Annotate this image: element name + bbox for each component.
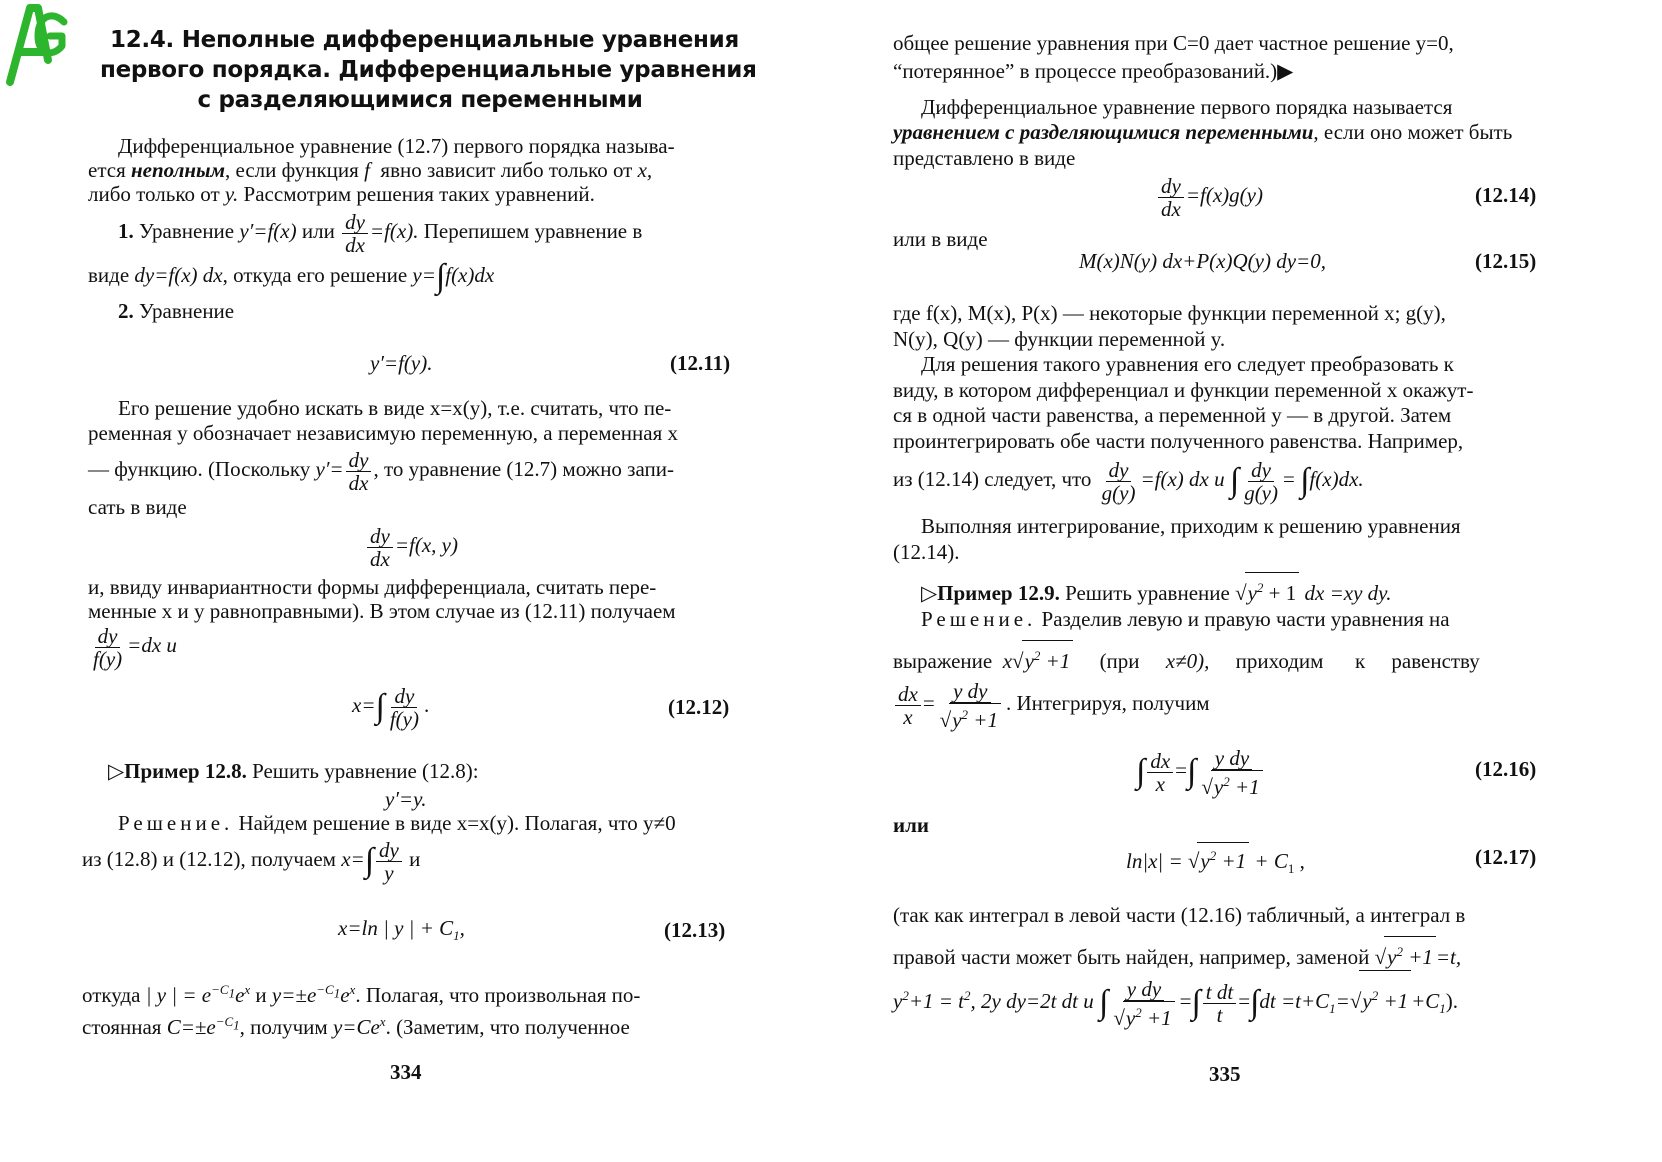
solution-line: $\frac{dx}{x}$ = $\frac{\text{y dy}}{√y^2 +1}$ . Интегрируя, получим: [893, 678, 1210, 731]
equation-label-12-17: (12.17): [1475, 845, 1537, 869]
paragraph-line: (так как интеграл в левой части (12.16) табличный, а интеграл в: [893, 903, 1466, 927]
paragraph-line: где f(x), M(x), P(x) — некоторые функции переменной x; g(y),: [893, 301, 1446, 325]
paragraph-line: или в виде: [893, 227, 988, 251]
item-2: 2. Уравнение: [118, 299, 235, 323]
equation-12-17: $\ln|x| = √y^2 +1 + C_1$ ,: [1126, 842, 1305, 882]
paragraph-line: правой части может быть найден, например, заменой $√y^2 +1 =t$,: [893, 936, 1461, 972]
right-page: [831, 0, 1662, 1162]
paragraph-line: общее решение уравнения при C=0 дает частное решение y=0,: [893, 31, 1454, 55]
equation-12-14: $\frac{dy}{dx}$ =f(x)g(y): [1156, 172, 1263, 220]
solution-line: из (12.8) и (12.12), получаем x=∫ $\frac{dy}{y}$ и: [82, 837, 421, 885]
paragraph-line: Для решения такого уравнения его следует преобразовать к: [921, 352, 1454, 376]
paragraph-line: из (12.14) следует, что $\frac{dy}{g(y)}$ =f(x) dx и ∫ $\frac{dy}{g(y)}$ = ∫f(x)dx.: [893, 457, 1364, 505]
equation-label-12-16: (12.16): [1475, 757, 1537, 781]
paragraph-line: — функцию. (Поскольку y′= $\frac{dy}{dx}$ , то уравнение (12.7) можно запи-: [88, 447, 674, 495]
section-title-line-2: первого порядка. Дифференциальные уравнения: [100, 57, 757, 83]
solution-line: Решение. Разделив левую и правую части уравнения на: [921, 607, 1450, 631]
section-title-line-3: с разделяющимися переменными: [197, 87, 643, 113]
example-12-8: ▷Пример 12.8. Решить уравнение (12.8):: [108, 759, 479, 783]
page-number-right: 335: [1209, 1062, 1241, 1086]
equation-12-13: x=ln | y | + $C_1$,: [338, 916, 465, 944]
equation-label-12-13: (12.13): [664, 918, 726, 942]
paragraph-line: стоянная $C=\pm e^{-C_1}$, получим $y=Ce^x$. (Заметим, что полученное: [82, 1014, 630, 1039]
equation-label-12-12: (12.12): [668, 695, 730, 719]
paragraph-line: ременная y обозначает независимую переменную, а переменная x: [88, 421, 679, 445]
equation-12-12: x=∫ $\frac{dy}{f(y)}$ .: [352, 683, 430, 731]
paragraph-line: или: [893, 813, 929, 837]
item-1-line-2: виде dy=f(x) dx, откуда его решение y=∫f(x)dx: [88, 258, 495, 296]
paragraph-line: виду, в котором дифференциал и функции переменной x окажут-: [893, 378, 1474, 402]
paragraph-line: ся в одной части равенства, а переменной y — в другой. Затем: [893, 403, 1452, 427]
paragraph-line: (12.14).: [893, 540, 960, 564]
equation-label-12-15: (12.15): [1475, 249, 1537, 273]
paragraph-line: Выполняя интегрирование, приходим к решению уравнения: [921, 514, 1461, 538]
equation-label-12-14: (12.14): [1475, 183, 1537, 207]
paragraph-line: либо только от y. Рассмотрим решения таких уравнений.: [88, 182, 595, 206]
paragraph-line: менные x и y равноправными). В этом случае из (12.11) получаем: [88, 599, 676, 623]
paragraph-line: Дифференциальное уравнение первого порядка называется: [921, 95, 1453, 119]
example-12-8-equation: y′=y.: [385, 787, 427, 811]
paragraph-line: Дифференциальное уравнение (12.7) первого порядка называ-: [118, 134, 675, 158]
paragraph-line: Его решение удобно искать в виде x=x(y), т.е. считать, что пе-: [118, 396, 672, 420]
paragraph-line: $y^2+1 = t^2$, 2y dy=2t dt и ∫ $\frac{\text{y dy}}{√y^2 +1}$ =∫ $\frac{\text{t dt}}{t}$ $=\int dt =t+C_1=√y^2 +1 +C_1$).: [893, 970, 1458, 1034]
equation-label-12-11: (12.11): [670, 351, 731, 375]
solution-line: выражение $x√y^2 +1$ (при x≠0), приходим к равенству: [893, 640, 1480, 676]
paragraph-line: $\frac{dy}{f(y)}$ =dx и: [93, 623, 177, 671]
equation-12-11: y′=f(y).: [370, 351, 433, 375]
paragraph-line: N(y), Q(y) — функции переменной y.: [893, 327, 1226, 351]
paragraph-line: проинтегрировать обе части полученного равенства. Например,: [893, 429, 1464, 453]
section-title-line-1: 12.4. Неполные дифференциальные уравнения: [110, 27, 739, 53]
paragraph-line: уравнением с разделяющимися переменными, если оно может быть: [893, 120, 1513, 144]
paragraph-line: представлено в виде: [893, 146, 1076, 170]
equation-12-16: ∫ $\frac{dx}{x}$ =∫ $\frac{\text{y dy}}{√y^2 +1}$: [1136, 745, 1268, 798]
ag-logo-icon: [2, 0, 72, 90]
paragraph-line: и, ввиду инвариантности формы дифференциала, считать пере-: [88, 575, 657, 599]
equation-dy-dx-fxy: $\frac{dy}{dx}$ =f(x, y): [365, 522, 458, 570]
paragraph-line: откуда | y | = $e^{-C_1}e^x$ и $y=\pm e^{-C_1}e^x$. Полагая, что произвольная по-: [82, 982, 641, 1007]
paragraph-line: “потерянное” в процессе преобразований.)▶: [893, 59, 1294, 83]
paragraph-line: ется неполным, если функция f явно зависит либо только от x,: [88, 158, 653, 182]
example-12-9: ▷Пример 12.9. Решить уравнение $√y^2 + 1$ dx =xy dy.: [921, 572, 1392, 608]
page-number-left: 334: [390, 1060, 422, 1084]
equation-12-15: M(x)N(y) dx+P(x)Q(y) dy=0,: [1079, 249, 1326, 273]
solution-line: Решение. Найдем решение в виде x=x(y). Полагая, что y≠0: [118, 811, 676, 835]
paragraph-line: сать в виде: [88, 495, 187, 519]
item-1-line-1: 1. Уравнение y′=f(x) или $\frac{dy}{dx}$ =f(x). Перепишем уравнение в: [118, 209, 643, 257]
